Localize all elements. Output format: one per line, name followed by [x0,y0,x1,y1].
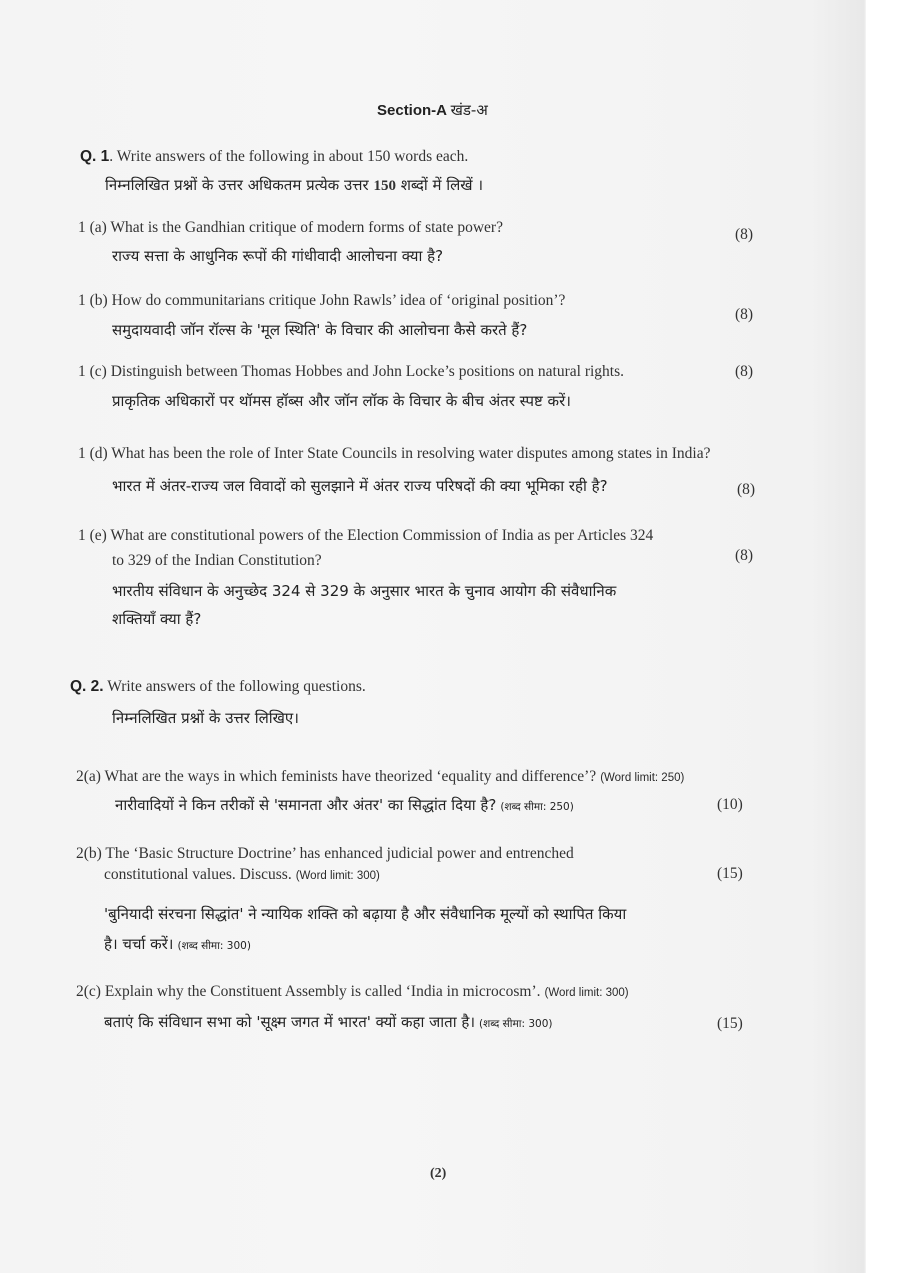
q2a-word-limit-hi: (शब्द सीमा: 250) [500,801,574,813]
q1-instruction-en: . Write answers of the following in about 150 words each. [109,148,469,165]
q1-instruction [80,148,468,166]
q2c-word-limit-hi: (शब्द सीमा: 300) [479,1018,553,1030]
q1a-text-en: 1 (a) What is the Gandhian critique of modern forms of state power? [78,219,503,236]
q2b-text-hi-2: है। चर्चा करें। [104,935,174,953]
q2b-text-en-1: 2(b) The ‘Basic Structure Doctrine’ has enhanced judicial power and entrenched [76,845,574,862]
q1e-marks: (8) [735,547,754,564]
q2a-text-hi: नारीवादियों ने किन तरीकों से 'समानता और अंतर' का सिद्धांत दिया है? [115,796,497,814]
q1a-text-hi: राज्य सत्ता के आधुनिक रूपों की गांधीवादी आलोचना क्या है? [112,247,444,265]
q1e-text-hi-2: शक्तियाँ क्या हैं? [112,610,202,628]
q2b-text-en-2: constitutional values. Discuss. [104,866,292,883]
q1b-text-hi: समुदायवादी जॉन रॉल्स के 'मूल स्थिति' के विचार की आलोचना कैसे करते हैं? [112,321,528,339]
q1d-text-en: 1 (d) What has been the role of Inter State Councils in resolving water disputes among states in India? [78,445,711,462]
section-title-hi: खंड-अ [450,101,488,119]
q2c-line-hi [104,1012,553,1032]
q2-instruction-hi: निम्नलिखित प्रश्नों के उत्तर लिखिए। [112,709,299,727]
q2b-marks: (15) [717,865,743,882]
page-margin [866,0,900,1273]
q2-instruction [70,678,366,696]
q1e-text-hi-1: भारतीय संविधान के अनुच्छेद 324 से 329 के अनुसार भारत के चुनाव आयोग की संवैधानिक [112,582,617,600]
q2b-line-en-2 [104,866,380,884]
section-title-en: Section-A [377,102,447,119]
q1-instruction-hi-b: शब्दों में लिखें । [395,176,484,194]
q1-label: Q. 1 [80,148,110,165]
section-title [377,100,488,120]
q2a-text-en: 2(a) What are the ways in which feminists have theorized ‘equality and difference’? [76,768,597,785]
q1e-text-en-1: 1 (e) What are constitutional powers of the Election Commission of India as per Articles 324 [78,527,654,544]
q2a-line-en [76,768,684,786]
q1b-text-en: 1 (b) How do communitarians critique John Rawls’ idea of ‘original position’? [78,292,566,309]
q1-instruction-hi [105,175,483,195]
q2b-word-limit: (Word limit: 300) [295,870,380,882]
q2-label: Q. 2. [70,678,104,695]
q1e-text-en-2: to 329 of the Indian Constitution? [112,552,322,569]
q1-instruction-hi-num: 150 [373,178,396,194]
q1c-text-hi: प्राकृतिक अधिकारों पर थॉमस हॉब्स और जॉन लॉक के विचार के बीच अंतर स्पष्ट करें। [112,392,571,410]
q2b-line-hi-2 [104,934,251,954]
q2c-marks: (15) [717,1015,743,1032]
q2b-word-limit-hi: (शब्द सीमा: 300) [177,940,251,952]
q1b-marks: (8) [735,306,754,323]
q1d-text-hi: भारत में अंतर-राज्य जल विवादों को सुलझाने में अंतर राज्य परिषदों की क्या भूमिका रही है? [112,477,608,495]
q1c-marks: (8) [735,363,754,380]
q2c-text-en: 2(c) Explain why the Constituent Assembly is called ‘India in microcosm’. [76,983,541,1000]
q1c-text-en: 1 (c) Distinguish between Thomas Hobbes and John Locke’s positions on natural rights. [78,363,625,380]
q2a-marks: (10) [717,796,743,813]
q2a-word-limit: (Word limit: 250) [600,772,685,784]
q1d-marks: (8) [737,481,756,498]
page-number: (2) [430,1166,447,1181]
q2c-word-limit: (Word limit: 300) [544,987,629,999]
q1a-marks: (8) [735,226,754,243]
q2-instruction-en: Write answers of the following questions. [103,678,366,695]
q2c-line-en [76,983,629,1001]
q2a-line-hi [115,795,574,815]
q2c-text-hi: बताएं कि संविधान सभा को 'सूक्ष्म जगत में भारत' क्यों कहा जाता है। [104,1013,476,1031]
q2b-text-hi-1: 'बुनियादी संरचना सिद्धांत' ने न्यायिक शक्ति को बढ़ाया है और संवैधानिक मूल्यों को स्थापित किया [104,905,627,923]
q1-instruction-hi-a: निम्नलिखित प्रश्नों के उत्तर अधिकतम प्रत्येक उत्तर [105,176,374,194]
